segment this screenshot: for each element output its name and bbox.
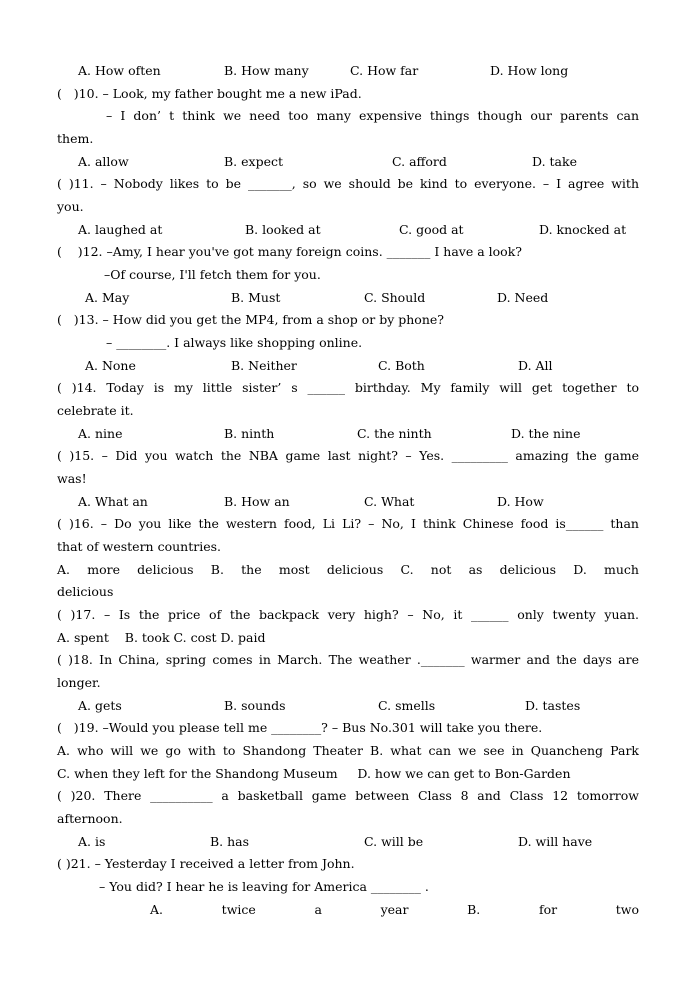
q20-option-c: C. will be: [364, 834, 424, 849]
q19-options-cd: C. when they left for the Shandong Museum D. how we can get to Bon-Garden: [57, 766, 571, 781]
q11-option-d: D. knocked at: [539, 222, 627, 237]
q18-option-c: C. smells: [378, 698, 436, 713]
q15-option-a: A. What an: [78, 494, 148, 509]
q9-option-a: A. How often: [78, 63, 161, 78]
q16-options-cont: delicious: [57, 584, 114, 599]
q11-option-c: C. good at: [399, 222, 464, 237]
q19-options-ab: A. who will we go with to Shandong Theater B. what can we see in Quancheng Park: [57, 743, 639, 758]
q18-option-b: B. sounds: [224, 698, 286, 713]
q10-option-b: B. expect: [224, 154, 284, 169]
q12-option-a: A. May: [85, 290, 130, 305]
q15-stem-cont: was!: [57, 471, 87, 486]
q12-reply: –Of course, I'll fetch them for you.: [104, 267, 321, 282]
q17-options: A. spent B. took C. cost D. paid: [57, 630, 266, 645]
q13-option-a: A. None: [85, 358, 136, 373]
q11-option-a: A. laughed at: [78, 222, 163, 237]
q13-option-d: D. All: [518, 358, 553, 373]
q12-option-b: B. Must: [231, 290, 281, 305]
q20-stem: ( )20. There __________ a basketball game between Class 8 and Class 12 tomorrow: [57, 788, 639, 803]
q19-stem: ( )19. –Would you please tell me ________? – Bus No.301 will take you there.: [57, 720, 543, 735]
q20-option-b: B. has: [210, 834, 250, 849]
q18-option-a: A. gets: [78, 698, 122, 713]
q14-option-b: B. ninth: [224, 426, 275, 441]
q9-option-d: D. How long: [490, 63, 569, 78]
q18-stem: ( )18. In China, spring comes in March. The weather ._______ warmer and the days are: [57, 652, 639, 667]
q11-option-b: B. looked at: [245, 222, 321, 237]
q12-option-c: C. Should: [364, 290, 426, 305]
q15-option-d: D. How: [497, 494, 544, 509]
q14-stem-cont: celebrate it.: [57, 403, 134, 418]
q21-stem: ( )21. – Yesterday I received a letter from John.: [57, 856, 355, 871]
q20-option-d: D. will have: [518, 834, 593, 849]
q10-option-d: D. take: [532, 154, 577, 169]
q10-reply-cont: them.: [57, 131, 94, 146]
q14-option-a: A. nine: [78, 426, 123, 441]
q9-option-b: B. How many: [224, 63, 309, 78]
q21-options: A. twice a year B. for two: [150, 902, 639, 917]
q10-stem: ( )10. – Look, my father bought me a new iPad.: [57, 86, 362, 101]
q15-stem: ( )15. – Did you watch the NBA game last night? – Yes. _________ amazing the game: [57, 448, 639, 463]
q16-options: A. more delicious B. the most delicious C. not as delicious D. much: [57, 562, 639, 577]
q15-option-b: B. How an: [224, 494, 290, 509]
q11-stem: ( )11. – Nobody likes to be _______, so we should be kind to everyone. – I agree with: [57, 176, 639, 191]
q17-stem: ( )17. – Is the price of the backpack very high? – No, it ______ only twenty yuan.: [57, 607, 639, 622]
q18-option-d: D. tastes: [525, 698, 581, 713]
q21-reply: – You did? I hear he is leaving for America ________ .: [99, 879, 429, 894]
q16-stem: ( )16. – Do you like the western food, Li Li? – No, I think Chinese food is______ than: [57, 516, 639, 531]
q14-option-c: C. the ninth: [357, 426, 432, 441]
q13-reply: – ________. I always like shopping online.: [106, 335, 363, 350]
q14-option-d: D. the nine: [511, 426, 581, 441]
q10-option-c: C. afford: [392, 154, 447, 169]
q11-stem-cont: you.: [57, 199, 84, 214]
q13-stem: ( )13. – How did you get the MP4, from a shop or by phone?: [57, 312, 444, 327]
q18-stem-cont: longer.: [57, 675, 101, 690]
q20-option-a: A. is: [78, 834, 106, 849]
q10-reply: – I don’ t think we need too many expensive things though our parents can: [106, 108, 639, 123]
q20-stem-cont: afternoon.: [57, 811, 123, 826]
q12-stem: ( )12. –Amy, I hear you've got many foreign coins. _______ I have a look?: [57, 244, 522, 259]
q16-stem-cont: that of western countries.: [57, 539, 221, 554]
q14-stem: ( )14. Today is my little sister’ s ______ birthday. My family will get together to: [57, 380, 639, 395]
q12-option-d: D. Need: [497, 290, 549, 305]
q13-option-c: C. Both: [378, 358, 425, 373]
q9-option-c: C. How far: [350, 63, 419, 78]
q13-option-b: B. Neither: [231, 358, 297, 373]
q10-option-a: A. allow: [78, 154, 129, 169]
q15-option-c: C. What: [364, 494, 415, 509]
